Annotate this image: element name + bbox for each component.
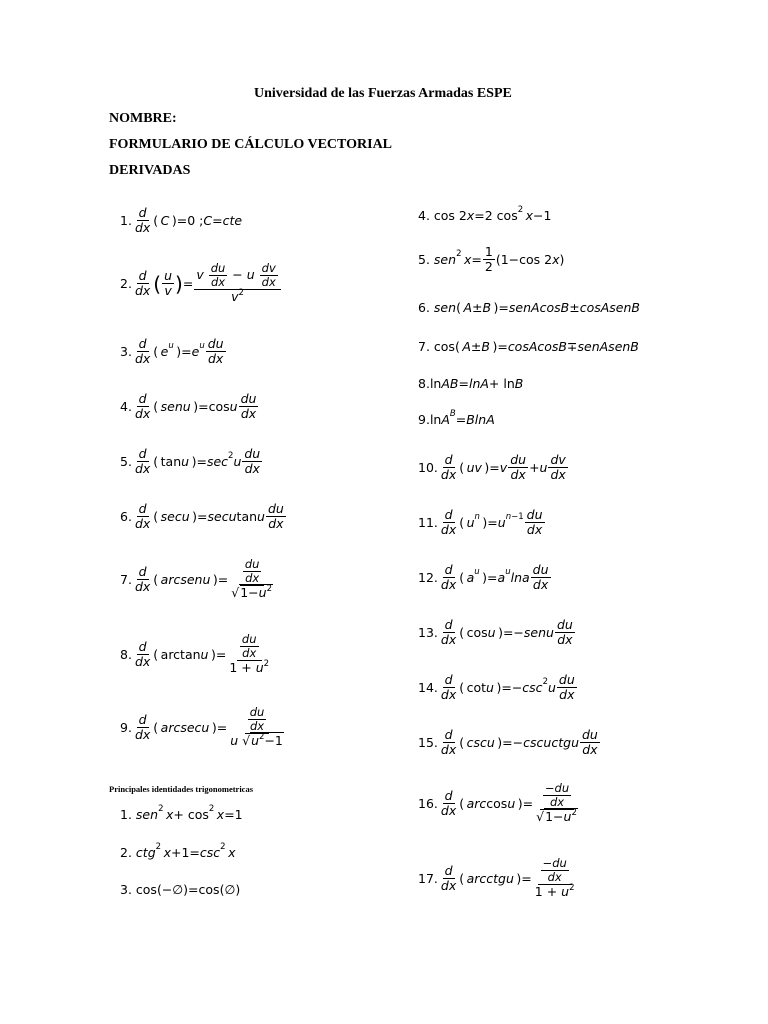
formula-10: 10. $\frac{d}{dx}$ ( uv )= v $\frac{du}{dx}$ + u $\frac{dv}{dx}$ xyxy=(418,452,566,483)
identity-8: 8. ln AB = lnA + ln B xyxy=(418,376,524,391)
section-title: DERIVADAS xyxy=(109,163,191,178)
formula-16: 16. $\frac{d}{dx}$ ( arc cos u )= $\frac{\frac{-du}{dx}}{√1-u^2}$ xyxy=(418,781,577,825)
identity-5: 5. sen 2 x = $\frac{1}{2}$ (1−cos 2 x ) xyxy=(418,244,565,275)
form-title: FORMULARIO DE CÁLCULO VECTORIAL xyxy=(109,137,393,152)
formula-3: 3. $\frac{d}{dx}$ ( e u )= e u $\frac{du}{dx}$ xyxy=(120,336,224,367)
formula-4: 4. $\frac{d}{dx}$ ( sen u )=cos u $\frac{du}{dx}$ xyxy=(120,391,257,422)
name-label: NOMBRE: xyxy=(109,111,177,126)
formula-1: 1. $\frac{d}{dx}$ ( C )=0 ; C = cte xyxy=(120,205,243,236)
university-title: Universidad de las Fuerzas Armadas ESPE xyxy=(254,86,512,101)
identities-title: Principales identidades trigonometricas xyxy=(109,784,254,794)
identity-9: 9. ln A B = BlnA xyxy=(418,408,495,427)
formula-15: 15. $\frac{d}{dx}$ ( csc u )=− csc u ctg u $\frac{du}{dx}$ xyxy=(418,727,598,758)
formula-2: 2. $\frac{d}{dx}$ ( $\frac{u}{v}$ ) = v $\frac{du}{dx}$ − u $\frac{dv}{dx}$ $v^2$ xyxy=(120,262,282,305)
identity-4: 4. cos 2 x =2 cos 2 x −1 xyxy=(418,204,552,223)
formula-14: 14. $\frac{d}{dx}$ ( cot u )=− csc 2 u $\frac{du}{dx}$ xyxy=(418,672,575,703)
formula-5: 5. $\frac{d}{dx}$ ( tan u )= sec 2 u $\frac{du}{dx}$ xyxy=(120,446,261,477)
identity-1: 1. sen 2 x + cos 2 x =1 xyxy=(120,803,243,822)
identity-6: 6. sen ( A ± B )= senAcosB ± cosAsenB xyxy=(418,300,640,315)
formula-11: 11. $\frac{d}{dx}$ ( u n )= u n−1 $\frac{du}{dx}$ xyxy=(418,507,543,538)
formula-8: 8. $\frac{d}{dx}$ ( arctan u )= $\frac{\frac{du}{dx}}{1 + u^2}$ xyxy=(120,632,270,676)
identity-3: 3. cos(−∅)=cos(∅) xyxy=(120,882,241,897)
formula-12: 12. $\frac{d}{dx}$ ( a u )= a u lna $\frac{du}{dx}$ xyxy=(418,562,549,593)
formula-9: 9. $\frac{d}{dx}$ ( arcsec u )= $\frac{\frac{du}{dx}}{u √u^2-1}$ xyxy=(120,705,283,749)
formula-17: 17. $\frac{d}{dx}$ ( arc ctg u )= $\frac{\frac{-du}{dx}}{1 + u^2}$ xyxy=(418,856,575,900)
formula-13: 13. $\frac{d}{dx}$ ( cos u )=− sen u $\frac{du}{dx}$ xyxy=(418,617,573,648)
formula-7: 7. $\frac{d}{dx}$ ( arcsen u )= $\frac{\frac{du}{dx}}{√1-u^2}$ xyxy=(120,557,273,601)
formula-6: 6. $\frac{d}{dx}$ ( sec u )= sec u tan u $\frac{du}{dx}$ xyxy=(120,501,284,532)
identity-2: 2. ctg 2 x +1= csc 2 x xyxy=(120,841,236,860)
identity-7: 7. cos( A ± B )= cosAcosB ∓ senAsenB xyxy=(418,339,639,354)
